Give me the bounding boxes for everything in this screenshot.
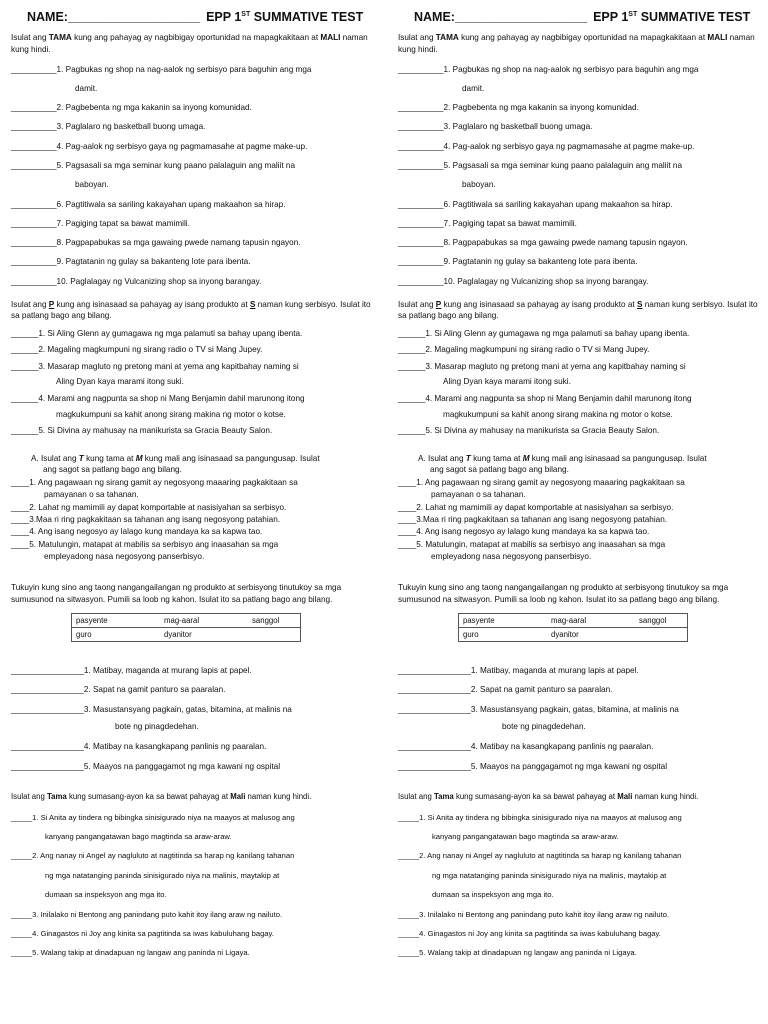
- section-instruction: Isulat ang P kung ang isinasaad sa pahayag ay isang produkto at S naman kung serbisyo. Isulat ito sa patlang bago ang bilang.: [398, 299, 758, 321]
- question-item: [398, 503, 762, 512]
- answer-blank[interactable]: ________________: [398, 761, 471, 771]
- question-text: 1. Ang pagawaan ng sirang gamit ay negosyong maaaring pagkakitaan sa: [29, 477, 298, 487]
- question-text-continued: bote ng pinagdedehan.: [115, 722, 199, 732]
- section-instruction: A. Isulat ang T kung tama at M kung mali ang isinasaad sa pangungusap. Isulat ang sagot sa patlang bago ang bilang.: [418, 453, 707, 474]
- question-item: [398, 362, 762, 372]
- question-text-continued: Aling Dyan kaya marami itong suki.: [443, 377, 571, 387]
- question-text: 4. Pag-aalok ng serbisyo gaya ng pagmamasahe at pagme make-up.: [56, 141, 308, 151]
- answer-blank[interactable]: ________________: [398, 665, 471, 675]
- answer-blank[interactable]: __________: [11, 141, 57, 151]
- question-item: [11, 929, 378, 938]
- question-item: [11, 685, 378, 695]
- question-text: 4. Marami ang nagpunta sa shop ni Mang Benjamin dahil marunong itong: [38, 393, 305, 403]
- question-item: [11, 705, 378, 715]
- answer-blank[interactable]: ______: [398, 393, 426, 403]
- section-instruction: Tukuyin kung sino ang taong nangangailangan ng produkto at serbisyong tinutukoy sa mga sumusunod na sitwasyon. Pumili sa loob ng kahon. Isulat ito sa patlang bago ang bilang.: [398, 582, 729, 605]
- question-item: [11, 277, 378, 287]
- question-item: [11, 503, 378, 512]
- question-item: [11, 742, 378, 752]
- question-item: [11, 813, 378, 822]
- answer-blank[interactable]: ____: [11, 477, 30, 487]
- question-text-continued: kanyang pangangatawan bago magtinda sa araw-araw.: [432, 832, 619, 842]
- question-text-continued: damit.: [462, 83, 485, 93]
- answer-blank[interactable]: ____: [11, 514, 30, 524]
- question-text: 2. Lahat ng mamimili ay dapat komportable at nasisiyahan sa serbisyo.: [29, 502, 287, 512]
- question-item: [398, 705, 762, 715]
- question-text: 3. Masustansyang pagkain, gatas, bitamina, at malinis na: [83, 704, 292, 714]
- question-text: 2. Magaling magkumpuni ng sirang radio o TV si Mang Jupey.: [425, 345, 650, 355]
- question-text-continued: dumaan sa inspeksyon ang mga ito.: [432, 890, 554, 900]
- answer-blank[interactable]: __________: [398, 122, 444, 132]
- answer-blank[interactable]: ________________: [398, 704, 471, 714]
- choice: guro: [459, 627, 547, 641]
- question-text-continued: ng mga natatanging paninda sinisigurado niya na malinis, maytakip at: [432, 870, 667, 880]
- answer-blank[interactable]: _____: [11, 929, 33, 939]
- section-instruction: Isulat ang P kung ang isinasaad sa pahayag ay isang produkto at S naman kung serbisyo. Isulat ito sa patlang bago ang bilang.: [11, 299, 371, 321]
- test-title: EPP 1: [593, 10, 629, 24]
- section-instruction: Isulat ang Tama kung sumasang-ayon ka sa bawat pahayag at Mali naman kung hindi.: [11, 792, 312, 802]
- test-title-sup: ST: [241, 10, 251, 18]
- name-blank: ___________________: [454, 10, 588, 24]
- question-text: 3. Paglalaro ng basketball buong umaga.: [443, 122, 593, 132]
- question-text-continued: bote ng pinagdedehan.: [502, 722, 586, 732]
- question-text-continued: dumaan sa inspeksyon ang mga ito.: [45, 890, 167, 900]
- question-item: [11, 948, 378, 957]
- question-item: [398, 238, 762, 248]
- question-text: 5. Matulungin, matapat at mabilis sa serbisyo ang inaasahan sa mga: [416, 539, 666, 549]
- question-text-continued: magkukumpuni sa kahit anong sirang makina ng motor o kotse.: [56, 409, 286, 419]
- question-text-continued: magkukumpuni sa kahit anong sirang makina ng motor o kotse.: [443, 409, 673, 419]
- answer-blank[interactable]: __________: [398, 276, 444, 286]
- question-text: 3. Masustansyang pagkain, gatas, bitamina, at malinis na: [470, 704, 679, 714]
- section-tama-mali-opportunity: [398, 32, 762, 287]
- answer-blank[interactable]: __________: [11, 160, 57, 170]
- choice: mag-aaral: [164, 615, 200, 625]
- section-tukuyin: [11, 582, 378, 772]
- test-copy-right: [384, 0, 768, 1024]
- answer-blank[interactable]: ____: [11, 539, 30, 549]
- question-item: [11, 103, 378, 113]
- question-text: 1. Si Aling Glenn ay gumagawa ng mga palamuti sa bahay upang ibenta.: [425, 328, 690, 338]
- question-item: [11, 527, 378, 536]
- question-text-continued: baboyan.: [462, 180, 496, 190]
- section-produkto-serbisyo: [398, 299, 762, 436]
- question-text: 2. Lahat ng mamimili ay dapat komportable at nasisiyahan sa serbisyo.: [416, 502, 674, 512]
- question-text: 4. Ang isang negosyo ay lalago kung mandaya ka sa kapwa tao.: [29, 527, 263, 537]
- question-text: 2. Sapat na gamit panturo sa paaralan.: [83, 685, 226, 695]
- question-item: [398, 666, 762, 676]
- question-item: [11, 257, 378, 267]
- question-item: [11, 142, 378, 152]
- test-title-sup: ST: [628, 10, 638, 18]
- question-item: [11, 122, 378, 132]
- question-item: [11, 394, 378, 404]
- question-text: 10. Paglalagay ng Vulcanizing shop sa inyong barangay.: [56, 276, 262, 286]
- answer-blank[interactable]: ______: [11, 426, 39, 436]
- name-label: NAME:: [414, 10, 455, 24]
- question-item: [11, 200, 378, 210]
- question-item: [398, 329, 762, 339]
- question-item: [11, 65, 378, 75]
- question-text: 5. Si Divina ay mahusay na manikurista sa Gracia Beauty Salon.: [425, 426, 660, 436]
- question-item: [11, 540, 378, 549]
- test-header: [398, 10, 762, 24]
- answer-blank[interactable]: ________________: [11, 761, 84, 771]
- question-text-continued: empleyadong nasa negosyong panserbisyo.: [44, 552, 205, 562]
- question-item: [11, 161, 378, 171]
- question-item: [11, 362, 378, 372]
- question-text-continued: ng mga natatanging paninda sinisigurado niya na malinis, maytakip at: [45, 870, 280, 880]
- answer-blank[interactable]: ________________: [11, 704, 84, 714]
- question-text: 2. Ang nanay ni Angel ay nagluluto at nagtitinda sa harap ng kanilang tahanan: [419, 851, 682, 861]
- answer-blank[interactable]: __________: [11, 199, 57, 209]
- answer-blank[interactable]: ______: [398, 426, 426, 436]
- question-text: 9. Pagtatanin ng gulay sa bakanteng lote para ibenta.: [443, 257, 638, 267]
- answer-blank[interactable]: ______: [398, 328, 426, 338]
- answer-blank[interactable]: ____: [398, 514, 417, 524]
- question-item: [398, 929, 762, 938]
- question-item: [398, 277, 762, 287]
- question-text: 4. Pag-aalok ng serbisyo gaya ng pagmamasahe at pagme make-up.: [443, 141, 695, 151]
- answer-blank[interactable]: ____: [398, 502, 417, 512]
- answer-blank[interactable]: __________: [398, 238, 444, 248]
- question-text: 1. Pagbukas ng shop na nag-aalok ng serbisyo para baguhin ang mga: [56, 64, 312, 74]
- question-item: [11, 345, 378, 355]
- question-text: 4. Marami ang nagpunta sa shop ni Mang Benjamin dahil marunong itong: [425, 393, 692, 403]
- section-instruction: Isulat ang TAMA kung ang pahayag ay nagbibigay oportunidad na mapagkakitaan at MALI naman kung hindi.: [398, 33, 755, 54]
- choice: [635, 627, 687, 641]
- question-text: 10. Paglalagay ng Vulcanizing shop sa inyong barangay.: [443, 276, 649, 286]
- answer-blank[interactable]: __________: [398, 257, 444, 267]
- choice: sanggol: [639, 615, 667, 625]
- answer-blank[interactable]: _____: [398, 851, 420, 861]
- answer-blank[interactable]: __________: [398, 64, 444, 74]
- question-item: [398, 122, 762, 132]
- answer-blank[interactable]: __________: [11, 122, 57, 132]
- name-blank: ___________________: [67, 10, 201, 24]
- answer-blank[interactable]: ______: [11, 393, 39, 403]
- answer-blank[interactable]: __________: [398, 160, 444, 170]
- test-title-rest: SUMMATIVE TEST: [250, 10, 364, 24]
- question-text-continued: pamayanan o sa tahanan.: [44, 490, 139, 500]
- question-text: 5. Si Divina ay mahusay na manikurista sa Gracia Beauty Salon.: [38, 426, 273, 436]
- question-text: 2. Magaling magkumpuni ng sirang radio o TV si Mang Jupey.: [38, 345, 263, 355]
- section-tukuyin: [398, 582, 762, 772]
- answer-blank[interactable]: ______: [398, 361, 426, 371]
- question-text: 1. Matibay, maganda at murang lapis at papel.: [83, 665, 252, 675]
- answer-blank[interactable]: ________________: [11, 665, 84, 675]
- question-item: [398, 742, 762, 752]
- question-text: 5. Pagsasali sa mga seminar kung paano palalaguin ang maliit na: [443, 160, 683, 170]
- question-text: 1. Si Anita ay tindera ng bibingka sinisigurado niya na maayos at malusog ang: [419, 812, 682, 822]
- question-text: 1. Si Anita ay tindera ng bibingka sinisigurado niya na maayos at malusog ang: [32, 812, 295, 822]
- question-text-continued: kanyang pangangatawan bago magtinda sa araw-araw.: [45, 832, 232, 842]
- section-tama-mali-t-m: [398, 453, 762, 562]
- question-item: [11, 515, 378, 524]
- section-instruction: Isulat ang TAMA kung ang pahayag ay nagbibigay oportunidad na mapagkakitaan at MALI naman kung hindi.: [11, 33, 368, 54]
- question-text: 4. Matibay na kasangkapang panlinis ng paaralan.: [83, 741, 267, 751]
- question-item: [11, 478, 378, 487]
- question-item: [398, 540, 762, 549]
- question-item: [11, 666, 378, 676]
- question-text: 5. Maayos na panggagamot ng mga kawani ng ospital: [83, 761, 281, 771]
- answer-blank[interactable]: __________: [11, 103, 57, 113]
- choice: [248, 627, 300, 641]
- section-produkto-serbisyo: [11, 299, 378, 436]
- question-text: 4. Matibay na kasangkapang panlinis ng paaralan.: [470, 741, 654, 751]
- answer-blank[interactable]: _____: [398, 929, 420, 939]
- question-text: 3. Paglalaro ng basketball buong umaga.: [56, 122, 206, 132]
- answer-blank[interactable]: __________: [398, 141, 444, 151]
- question-text: 5. Pagsasali sa mga seminar kung paano palalaguin ang maliit na: [56, 160, 296, 170]
- choices-box: [71, 613, 301, 642]
- question-text: 2. Sapat na gamit panturo sa paaralan.: [470, 685, 613, 695]
- choice: pasyente: [463, 615, 495, 625]
- choice: sanggol: [252, 615, 280, 625]
- test-title-rest: SUMMATIVE TEST: [637, 10, 751, 24]
- answer-blank[interactable]: ____: [11, 527, 30, 537]
- question-text: 1. Pagbukas ng shop na nag-aalok ng serbisyo para baguhin ang mga: [443, 64, 699, 74]
- question-text: 4. Ginagastos ni Joy ang kinita sa pagtitinda sa iwas kabuluhang bagay.: [32, 929, 274, 939]
- answer-blank[interactable]: ________________: [398, 685, 471, 695]
- answer-blank[interactable]: _____: [398, 948, 420, 958]
- answer-blank[interactable]: __________: [398, 218, 444, 228]
- question-text: 7. Pagiging tapat sa bawat mamimili.: [56, 218, 190, 228]
- question-text: 5. Walang takip at dinadapuan ng langaw ang paninda ni Ligaya.: [32, 948, 250, 958]
- question-item: [398, 142, 762, 152]
- question-item: [398, 762, 762, 772]
- answer-blank[interactable]: _____: [11, 812, 33, 822]
- question-text: 4. Ginagastos ni Joy ang kinita sa pagtitinda sa iwas kabuluhang bagay.: [419, 929, 661, 939]
- question-text-continued: pamayanan o sa tahanan.: [431, 490, 526, 500]
- question-item: [398, 161, 762, 171]
- question-item: [398, 426, 762, 436]
- question-text: 1. Si Aling Glenn ay gumagawa ng mga palamuti sa bahay upang ibenta.: [38, 328, 303, 338]
- question-text: 3.Maa ri ring pagkakitaan sa tahanan ang isang negosyong patahian.: [29, 514, 281, 524]
- answer-blank[interactable]: ____: [11, 502, 30, 512]
- question-item: [398, 948, 762, 957]
- question-text: 3. Masarap magluto ng pretong mani at yema ang kapitbahay naming si: [38, 361, 299, 371]
- answer-blank[interactable]: ________________: [398, 741, 471, 751]
- question-text: 2. Pagbebenta ng mga kakanin sa inyong komunidad.: [443, 103, 639, 113]
- question-item: [398, 200, 762, 210]
- answer-blank[interactable]: ____: [398, 539, 417, 549]
- question-text: 3. Masarap magluto ng pretong mani at yema ang kapitbahay naming si: [425, 361, 686, 371]
- answer-blank[interactable]: __________: [398, 103, 444, 113]
- section-instruction: Tukuyin kung sino ang taong nangangailangan ng produkto at serbisyong tinutukoy sa mga sumusunod na sitwasyon. Pumili sa loob ng kahon. Isulat ito sa patlang bago ang bilang.: [11, 582, 342, 605]
- question-item: [398, 257, 762, 267]
- question-text: 7. Pagiging tapat sa bawat mamimili.: [443, 218, 577, 228]
- question-text: 1. Ang pagawaan ng sirang gamit ay negosyong maaaring pagkakitaan sa: [416, 477, 685, 487]
- question-text-continued: baboyan.: [75, 180, 109, 190]
- answer-blank[interactable]: __________: [11, 218, 57, 228]
- answer-blank[interactable]: _____: [11, 948, 33, 958]
- question-text: 9. Pagtatanin ng gulay sa bakanteng lote para ibenta.: [56, 257, 251, 267]
- question-item: [398, 394, 762, 404]
- question-item: [11, 238, 378, 248]
- question-text: 4. Ang isang negosyo ay lalago kung mandaya ka sa kapwa tao.: [416, 527, 650, 537]
- question-text: 2. Pagbebenta ng mga kakanin sa inyong komunidad.: [56, 103, 252, 113]
- question-item: [398, 910, 762, 919]
- question-item: [398, 478, 762, 487]
- question-item: [398, 851, 762, 860]
- section-tama-mali-agree: [398, 791, 762, 958]
- question-text: 5. Matulungin, matapat at mabilis sa serbisyo ang inaasahan sa mga: [29, 539, 279, 549]
- answer-blank[interactable]: ________________: [11, 685, 84, 695]
- question-text: 8. Pagpapabukas sa mga gawaing pwede namang tapusin ngayon.: [56, 238, 301, 248]
- question-text: 6. Pagtitiwala sa sariling kakayahan upang makaahon sa hirap.: [56, 199, 286, 209]
- answer-blank[interactable]: _____: [398, 909, 420, 919]
- test-header: [11, 10, 378, 24]
- question-item: [398, 65, 762, 75]
- answer-blank[interactable]: _____: [11, 909, 33, 919]
- question-text: 3. Inilalako ni Bentong ang panindang puto kahit itoy ilang araw ng nailuto.: [419, 909, 670, 919]
- question-item: [11, 219, 378, 229]
- question-text-continued: Aling Dyan kaya marami itong suki.: [56, 377, 184, 387]
- answer-blank[interactable]: ______: [398, 345, 426, 355]
- question-item: [398, 813, 762, 822]
- section-instruction: Isulat ang Tama kung sumasang-ayon ka sa bawat pahayag at Mali naman kung hindi.: [398, 792, 699, 802]
- answer-blank[interactable]: __________: [398, 199, 444, 209]
- answer-blank[interactable]: ______: [11, 361, 39, 371]
- question-text: 3.Maa ri ring pagkakitaan sa tahanan ang isang negosyong patahian.: [416, 514, 668, 524]
- question-text: 1. Matibay, maganda at murang lapis at papel.: [470, 665, 639, 675]
- question-text: 5. Maayos na panggagamot ng mga kawani ng ospital: [470, 761, 668, 771]
- question-item: [398, 515, 762, 524]
- name-label: NAME:: [27, 10, 68, 24]
- answer-blank[interactable]: ____: [398, 527, 417, 537]
- question-text-continued: empleyadong nasa negosyong panserbisyo.: [431, 552, 592, 562]
- question-text: 5. Walang takip at dinadapuan ng langaw ang paninda ni Ligaya.: [419, 948, 637, 958]
- test-title: EPP 1: [206, 10, 242, 24]
- choice: dyanitor: [160, 627, 248, 641]
- choice: mag-aaral: [551, 615, 587, 625]
- answer-blank[interactable]: ______: [11, 345, 39, 355]
- choice: dyanitor: [547, 627, 635, 641]
- question-item: [11, 851, 378, 860]
- section-tama-mali-agree: [11, 791, 378, 958]
- answer-blank[interactable]: ____: [398, 477, 417, 487]
- question-text: 8. Pagpapabukas sa mga gawaing pwede namang tapusin ngayon.: [443, 238, 688, 248]
- answer-blank[interactable]: ______: [11, 328, 39, 338]
- question-item: [11, 426, 378, 436]
- question-item: [398, 103, 762, 113]
- answer-blank[interactable]: __________: [11, 257, 57, 267]
- choice: pasyente: [76, 615, 108, 625]
- question-item: [11, 910, 378, 919]
- section-tama-mali-t-m: [11, 453, 378, 562]
- question-item: [398, 527, 762, 536]
- question-item: [398, 219, 762, 229]
- question-item: [398, 685, 762, 695]
- question-text: 6. Pagtitiwala sa sariling kakayahan upang makaahon sa hirap.: [443, 199, 673, 209]
- section-tama-mali-opportunity: [11, 32, 378, 287]
- answer-blank[interactable]: ________________: [11, 741, 84, 751]
- answer-blank[interactable]: __________: [11, 276, 57, 286]
- question-text: 3. Inilalako ni Bentong ang panindang puto kahit itoy ilang araw ng nailuto.: [32, 909, 283, 919]
- choices-box: [458, 613, 688, 642]
- answer-blank[interactable]: _____: [11, 851, 33, 861]
- question-item: [398, 345, 762, 355]
- choice: guro: [72, 627, 160, 641]
- section-instruction: A. Isulat ang T kung tama at M kung mali ang isinasaad sa pangungusap. Isulat ang sagot sa patlang bago ang bilang.: [31, 453, 320, 474]
- answer-blank[interactable]: _____: [398, 812, 420, 822]
- answer-blank[interactable]: __________: [11, 64, 57, 74]
- answer-blank[interactable]: __________: [11, 238, 57, 248]
- question-item: [11, 762, 378, 772]
- question-item: [11, 329, 378, 339]
- question-text-continued: damit.: [75, 83, 98, 93]
- question-text: 2. Ang nanay ni Angel ay nagluluto at nagtitinda sa harap ng kanilang tahanan: [32, 851, 295, 861]
